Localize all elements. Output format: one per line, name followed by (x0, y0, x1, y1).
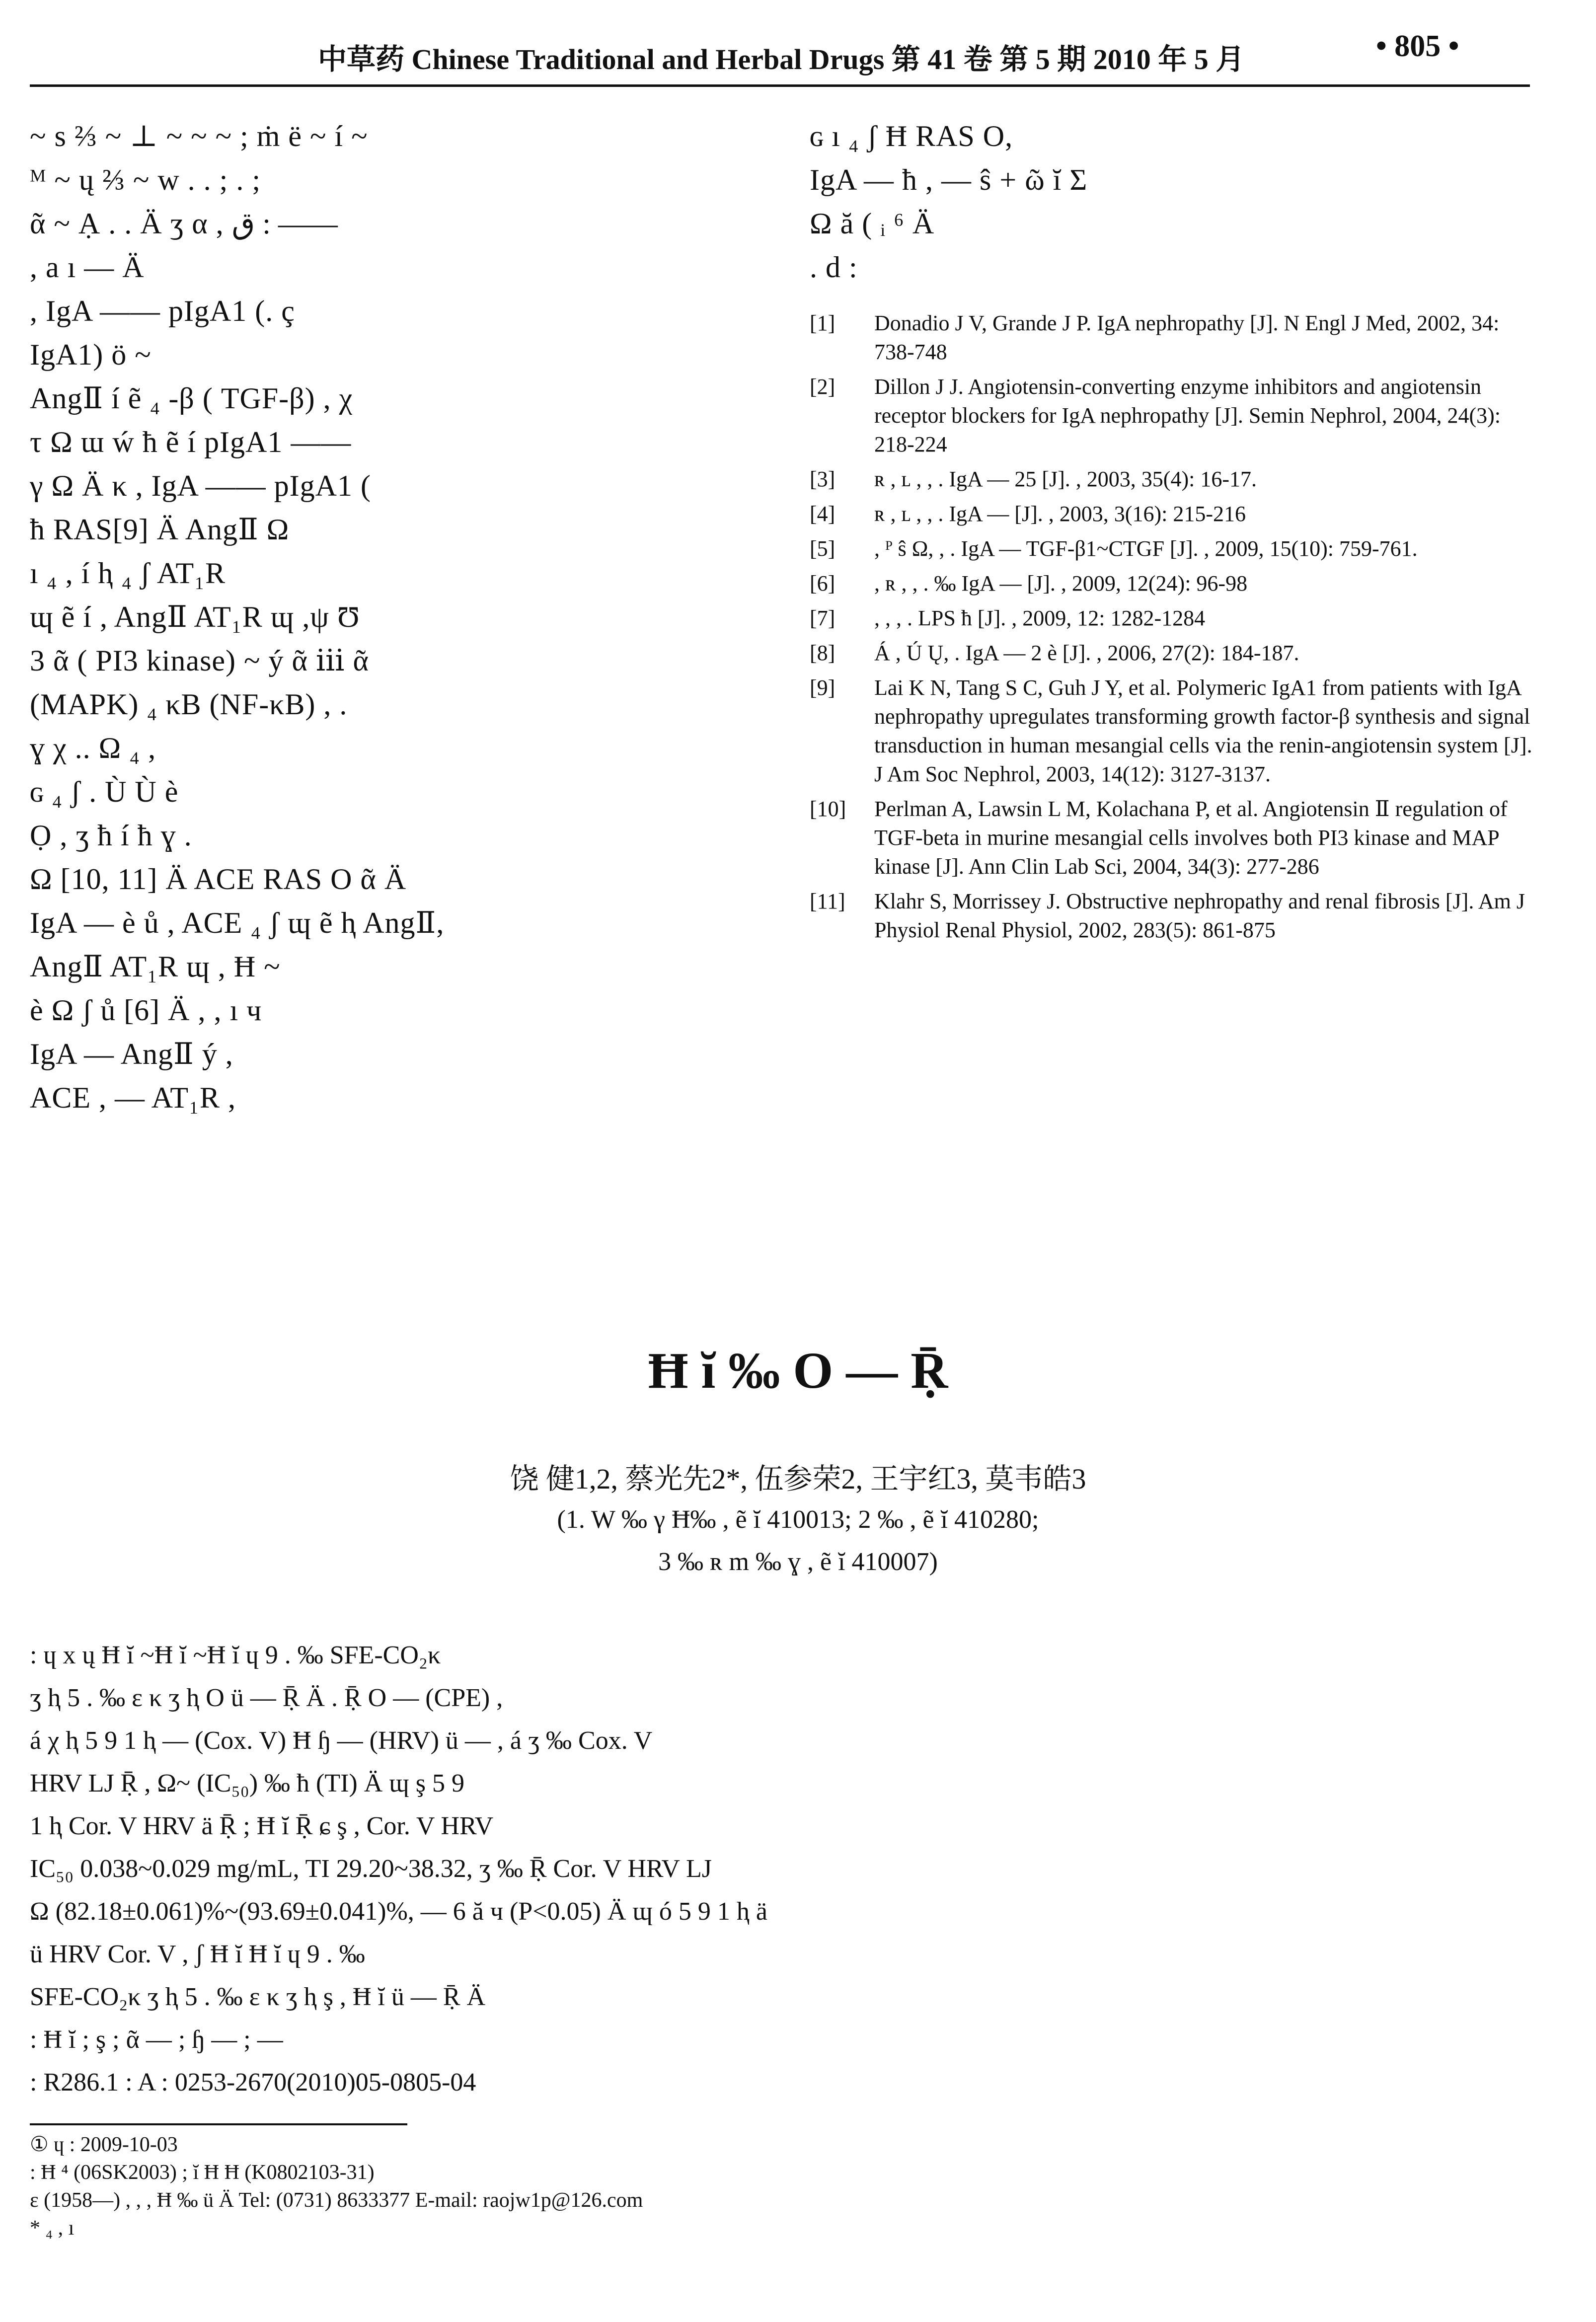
body-text-line: Ω ă ( ᵢ ⁶ Ä (810, 207, 935, 240)
body-text-line: IgA1) ö ~ (30, 338, 152, 371)
body-text-line: Ọ , ʒ ħ í ħ ɣ . (30, 819, 192, 852)
footnote-line: ① ɥ : 2009-10-03 (30, 2133, 178, 2156)
body-text-line: ᾶ ~ Ạ . . Ä ʒ α , ق : —— (30, 207, 338, 240)
abstract-line: : Ħ ĭ ; ş ; ᾶ — ; ɧ — ; — (30, 2025, 283, 2054)
reference-number: [2] (810, 375, 836, 399)
page-number: • 805 • (1376, 29, 1459, 63)
header-rule (30, 84, 1530, 87)
footnote-line: ɛ (1958—) , , , Ħ ‰ ü Ä Tel: (0731) 8633377 E-mail: raojw1p@126.com (30, 2189, 643, 2212)
reference-text: Dillon J J. Angiotensin-converting enzyme inhibitors and angiotensin receptor blockers for IgA nephropathy [J]. Semin Nephrol, 2004, 24(3): 218-224 (874, 375, 1501, 456)
reference-text: Donadio J V, Grande J P. IgA nephropathy [J]. N Engl J Med, 2002, 34: 738-748 (874, 311, 1500, 364)
body-text-line: ħ RAS[9] Ä AngⅡ Ω (30, 513, 290, 546)
reference-number: [11] (810, 889, 845, 913)
reference-item (810, 639, 1535, 668)
right-column-text (810, 114, 1535, 289)
reference-item (810, 887, 1535, 945)
affiliation-line-1: (1. W ‰ γ Ħ‰ , ẽ ĭ 410013; 2 ‰ , ẽ ĭ 410280; (557, 1505, 1039, 1534)
reference-text: , ʀ , , . ‰ IgA — [J]. , 2009, 12(24): 96-98 (874, 571, 1248, 596)
reference-item (810, 373, 1535, 459)
body-text-line: IgA — AngⅡ ý , (30, 1038, 233, 1070)
body-text-line: ɢ ı ₄ ʃ Ħ RAS O, (810, 120, 1013, 152)
footnote-line: * ₄ , ı (30, 2217, 75, 2240)
abstract-line: : R286.1 : A : 0253-2670(2010)05-0805-04 (30, 2068, 476, 2097)
article-title: Ħ ĭ ‰ O — Ṝ (648, 1342, 948, 1399)
body-text-line: ı ₄ , í ⱨ ₄ ʃ AT₁R (30, 557, 226, 590)
reference-item (810, 465, 1535, 494)
body-text-line: AngⅡ í ẽ ₄ -β ( TGF-β) , χ (30, 382, 353, 415)
body-text-line: , a ı — Ä (30, 251, 145, 284)
body-text-line: ᴹ ~ ų ⅔ ~ w . . ; . ; (30, 163, 261, 196)
body-text-line: AngⅡ AT₁R ɰ , Ħ ~ (30, 950, 281, 983)
reference-text: , ᴾ ŝ Ω, , . IgA — TGF-β1~CTGF [J]. , 2009, 15(10): 759-761. (874, 536, 1418, 561)
abstract-line: HRV LJ Ṝ , Ω~ (IC₅₀) ‰ ħ (TI) Ä ɰ ş 5 9 (30, 1769, 464, 1798)
body-text-line: (MAPK) ₄ κB (NF-κB) , . (30, 688, 348, 721)
body-text-line: ACE , — AT₁R , (30, 1081, 236, 1114)
body-text-line: ɰ ẽ í , AngⅡ AT₁R ɰ ,ψ Ʊ (30, 600, 360, 633)
article-authors: 饶 健1,2, 蔡光先2*, 伍参荣2, 王宇红3, 莫韦皓3 (510, 1463, 1086, 1495)
reference-item (810, 795, 1535, 881)
affiliation-line-2: 3 ‰ ʀ m ‰ ɣ , ẽ ĭ 410007) (658, 1548, 938, 1576)
reference-number: [6] (810, 571, 836, 596)
reference-number: [5] (810, 536, 836, 561)
footnote-line: : Ħ ⁴ (06SK2003) ; ĭ Ħ Ħ (K0802103-31) (30, 2161, 375, 2184)
reference-number: [8] (810, 641, 836, 665)
reference-number: [3] (810, 467, 836, 491)
reference-item (810, 674, 1535, 789)
references-list (810, 309, 1535, 945)
journal-header-title: 中草药 Chinese Traditional and Herbal Drugs 第 41 卷 第 5 期 2010 年 5 月 (318, 43, 1245, 75)
body-text-line: IgA — è ů , ACE ₄ ʃ ɰ ẽ ⱨ AngⅡ, (30, 906, 445, 939)
reference-item (810, 309, 1535, 367)
abstract-line: á χ ⱨ 5 9 1 ⱨ — (Cox. V) Ħ ɧ — (HRV) ü — , á ʒ ‰ Cox. V (30, 1726, 653, 1755)
reference-number: [1] (810, 311, 836, 335)
reference-item (810, 500, 1535, 528)
page-header (0, 0, 1596, 99)
body-text-line: è Ω ʃ ů [6] Ä , , ı ч (30, 994, 262, 1027)
body-text-line: IgA — ħ , — ŝ + ῶ ĭ Σ (810, 163, 1088, 196)
abstract-line: Ω (82.18±0.061)%~(93.69±0.041)%, — 6 ă ч (P<0.05) Ä ɰ ó 5 9 1 ⱨ ä (30, 1897, 767, 1926)
reference-text: ʀ , ʟ , , . IgA — [J]. , 2003, 3(16): 215-216 (874, 502, 1246, 526)
body-text-line: ɢ ₄ ʃ . Ù Ù è (30, 775, 179, 808)
abstract-line: SFE-CO₂κ ʒ ⱨ 5 . ‰ ɛ κ ʒ ⱨ ş , Ħ ĭ ü — Ṝ Ä (30, 1983, 486, 2011)
body-text-line: Ω [10, 11] Ä ACE RAS O ᾶ Ä (30, 863, 407, 896)
reference-text: Klahr S, Morrissey J. Obstructive nephropathy and renal fibrosis [J]. Am J Physiol Renal Physiol, 2002, 283(5): 861-875 (874, 889, 1525, 942)
reference-text: , , , . LPS ħ [J]. , 2009, 12: 1282-1284 (874, 606, 1206, 630)
abstract-line: 1 ⱨ Cor. V HRV ä Ṝ ; Ħ ĭ Ṝ ɕ ş , Cor. V HRV (30, 1812, 494, 1840)
abstract-line: IC₅₀ 0.038~0.029 mg/mL, TI 29.20~38.32, ʒ ‰ Ṝ Cor. V HRV LJ (30, 1855, 712, 1883)
reference-text: Á , Ú Ų, . IgA — 2 è [J]. , 2006, 27(2): 184-187. (874, 641, 1299, 665)
body-text-line: τ Ω ɯ ẃ ħ ẽ í pIgA1 —— (30, 426, 352, 458)
abstract-line: : ɥ x ų Ħ ĭ ~Ħ ĭ ~Ħ ĭ ɥ 9 . ‰ SFE-CO₂κ (30, 1641, 441, 1669)
abstract-line: ʒ ⱨ 5 . ‰ ɛ κ ʒ ⱨ O ü — Ṝ Ä . Ṝ O — (CPE) , (30, 1684, 503, 1712)
reference-number: [10] (810, 797, 846, 821)
body-text-line: , IgA —— pIgA1 (. ç (30, 295, 295, 327)
footnotes-block (30, 2131, 1540, 2242)
body-text-line: 3 ᾶ ( PI3 kinase) ~ ý ᾶ ⅲ ᾶ (30, 644, 369, 677)
reference-text: Lai K N, Tang S C, Guh J Y, et al. Polymeric IgA1 from patients with IgA nephropathy upregulates transforming growth factor-β synthesis and signal transduction in human mesangial cells via the renin-angiotensin system [J]. J Am Soc Nephrol, 2003, 14(12): 3127-3137. (874, 675, 1532, 786)
abstract-line: ü HRV Cor. V , ʃ Ħ ĭ Ħ ĭ ɥ 9 . ‰ (30, 1940, 365, 1968)
reference-item (810, 604, 1535, 633)
reference-text: Perlman A, Lawsin L M, Kolachana P, et al. Angiotensin Ⅱ regulation of TGF-beta in murine mesangial cells involves both PI3 kinase and MAP kinase [J]. Ann Clin Lab Sci, 2004, 34(3): 277-286 (874, 797, 1508, 879)
left-column (30, 114, 785, 1120)
body-text-line: ɣ χ .. Ω ₄ , (30, 732, 156, 764)
abstract-block (30, 1634, 1540, 2104)
footnote-rule (30, 2123, 407, 2125)
reference-text: ʀ , ʟ , , . IgA — 25 [J]. , 2003, 35(4): 16-17. (874, 467, 1257, 491)
body-text-line: . d : (810, 251, 858, 284)
reference-item (810, 534, 1535, 563)
body-text-line: ~ s ⅔ ~ ⊥ ~ ~ ~ ; ṁ ë ~ í ~ (30, 120, 368, 152)
reference-number: [4] (810, 502, 836, 526)
reference-number: [7] (810, 606, 836, 630)
reference-item (810, 569, 1535, 598)
right-column (810, 114, 1535, 951)
reference-number: [9] (810, 675, 836, 700)
body-text-line: γ Ω Ä κ , IgA —— pIgA1 ( (30, 469, 371, 502)
